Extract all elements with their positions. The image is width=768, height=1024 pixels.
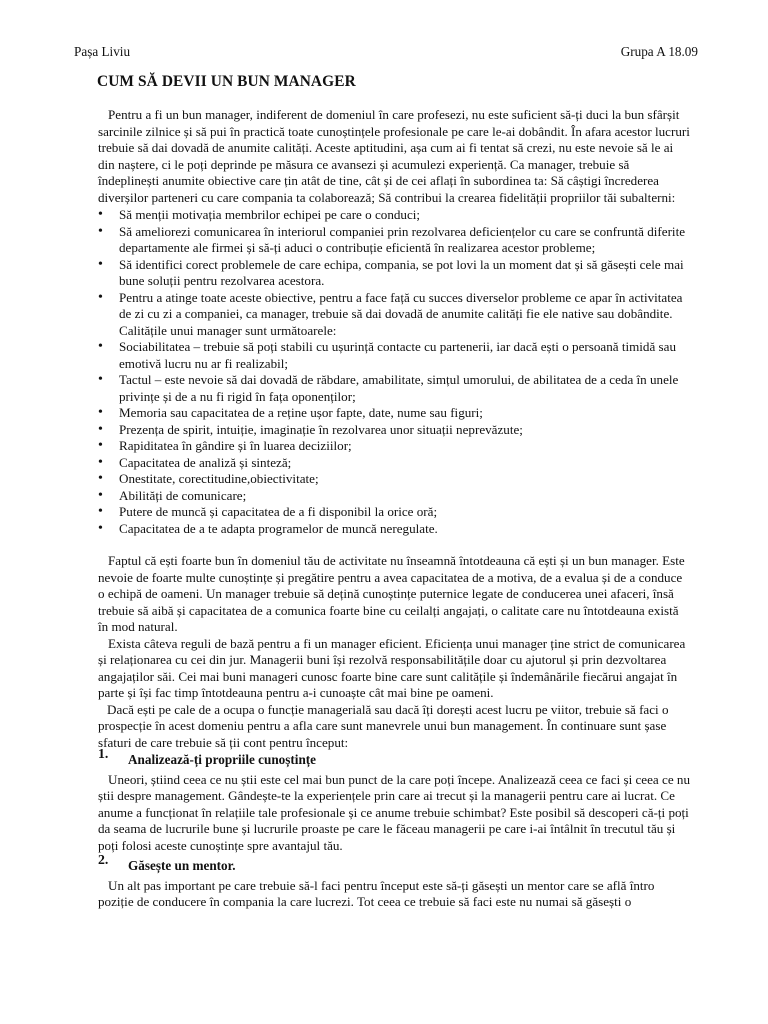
list-item: • Să menții motivația membrilor echipei pe care o conduci; xyxy=(98,207,692,224)
list-item: • Să identifici corect problemele de care echipa, compania, se pot lovi la un moment dat și să găsești cele mai bune soluții pentru rezolvarea acestora. xyxy=(98,257,692,290)
list-item: • Prezența de spirit, intuiție, imaginație în rezolvarea unor situații neprevăzute; xyxy=(98,422,692,439)
spacer xyxy=(98,537,692,553)
list-item: • Memoria sau capacitatea de a reține ușor fapte, date, nume sau figuri; xyxy=(98,405,692,422)
list-item: • Tactul – este nevoie să dai dovadă de răbdare, amabilitate, simțul umorului, de abilitatea de a ceda în unele privințe și de a nu fi rigid în fața oponenților; xyxy=(98,372,692,405)
intro-paragraph: Pentru a fi un bun manager, indiferent de domeniul în care profesezi, nu este suficient să-ți duci la bun sfârșit sarcinile zilnice și să pui în practică toate cunoștințele profesionale pe care le-ai dobândit. În afara acestor lucruri trebuie să dai dovadă de anumite calități. Aceste aptitudini, așa cum ai fi tentat să crezi, nu este nevoie să le ai din naștere, ci le poți deprinde pe măsura ce avansezi și acumulezi experiență. Ca manager, trebuie să îndeplinești anumite obiective care țin atât de tine, cât și de cei aflați în subordinea ta: Să câștigi încrederea diverșilor parteneri cu care compania ta colaborează; Să contribui la crearea fidelității propriilor tăi subalterni: xyxy=(98,107,690,205)
list-item: • Rapiditatea în gândire și în luarea deciziilor; xyxy=(98,438,692,455)
section-number: 2. xyxy=(98,852,109,867)
list-item: • Capacitatea de a te adapta programelor de muncă neregulate. xyxy=(98,521,692,538)
list-item: • Sociabilitatea – trebuie să poți stabili cu ușurință contacte cu partenerii, iar dacă ești o persoană timidă sau emotivă lucru nu ar fi realizabil; xyxy=(98,339,692,372)
document-body xyxy=(98,107,692,911)
section-title: Analizează-ți propriile cunoștințe xyxy=(128,752,317,767)
group-label: Grupa A 18.09 xyxy=(620,44,698,59)
section-number: 1. xyxy=(98,746,109,761)
paragraph-basic-rules: Exista câteva reguli de bază pentru a fi un manager eficient. Eficiența unui manager ține strict de comunicarea și relaționarea cu cei din jur. Managerii buni își rezolvă responsabilitățile doar cu ajutorul și prin dezvoltarea angajaților săi. Cei mai buni manageri cunosc foarte bine care sunt calitățile și îndemânările fiecărui angajat în parte și își fac timp întotdeauna pentru a-i cunoaște cât mai bine pe oameni. xyxy=(98,635,686,700)
list-item: • Pentru a atinge toate aceste obiective, pentru a face față cu succes diverselor probleme ce apar în activitatea de zi cu zi a companiei, ca manager, trebuie să dai dovadă de anumite calități fie ele native sau dobândite. Calitățile unui manager sunt următoarele: xyxy=(98,290,692,340)
list-item: • Onestitate, corectitudine,obiectivitate; xyxy=(98,471,692,488)
list-item: • Capacitatea de analiză și sinteză; xyxy=(98,455,692,472)
list-item: • Să ameliorezi comunicarea în interiorul companiei prin rezolvarea deficiențelor cu care se confruntă diferite departamente ale firmei și să-ți aduci o contribuție eficientă în realizarea acestor probleme; xyxy=(98,224,692,257)
section-1-text: Uneori, știind ceea ce nu știi este cel mai bun punct de la care poți începe. Analizează ceea ce faci și ceea ce nu știi despre management. Gândește-te la experiențele prin care ai trecut și la managerii pentru care ai lucrat. Ce anume a funcționat în relațiile tale profesionale și ce anume trebuie schimbat? Este posibil să descoperi că-ți poți da seama de lucrurile bune și lucrurile proaste pe care le făceau managerii pe care i-ai întâlnit în trecutul tău și poți folosi aceste cunoștințe spre avantajul tău. xyxy=(98,771,691,853)
list-item: • Abilități de comunicare; xyxy=(98,488,692,505)
bullet-list xyxy=(98,207,692,537)
list-item: • Putere de muncă și capacitatea de a fi disponibil la orice oră; xyxy=(98,504,692,521)
section-title: Găsește un mentor. xyxy=(128,858,236,873)
paragraph-manager-skills: Faptul că ești foarte bun în domeniul tău de activitate nu înseamnă întotdeauna că ești și un bun manager. Este nevoie de foarte multe cunoștințe și pregătire pentru a avea capacitatea de a motiva, de a evalua și de a conduce o echipă de oameni. Un manager trebuie să dețină cunoștințe puternice legate de conducerea unei afaceri, însă trebuie să aibă și capacitatea de a comunica foarte bine cu ceilalți angajați, o calitate care nu întotdeauna există în mod natural. xyxy=(98,553,685,634)
document-title: CUM SĂ DEVII UN BUN MANAGER xyxy=(97,73,356,90)
paragraph-tips-intro: Dacă ești pe cale de a ocupa o funcție managerială sau dacă îți dorești acest lucru pe viitor, trebuie să faci o prospecție în acest domeniu pentru a afla care sunt manevrele unui bun management. În continuare sunt șase sfaturi de care trebuie să ții cont pentru început: xyxy=(98,701,669,750)
section-2-text: Un alt pas important pe care trebuie să-l faci pentru început este să-ți găsești un mentor care se află întro poziție de conducere în compania la care lucrezi. Tot ceea ce trebuie să faci este nu numai să găsești o xyxy=(98,877,655,909)
section-heading-2 xyxy=(98,852,692,875)
author-name: Pașa Liviu xyxy=(74,44,131,59)
section-heading-1 xyxy=(98,746,692,769)
